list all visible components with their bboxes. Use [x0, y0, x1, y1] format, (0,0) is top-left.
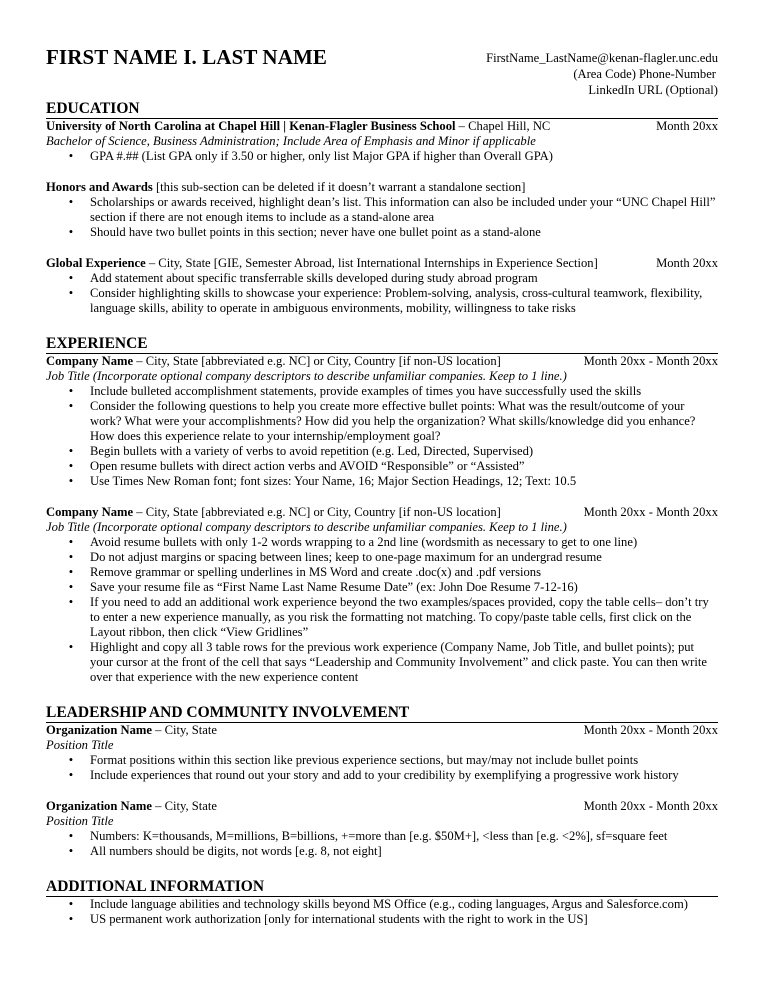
list-item — [68, 595, 718, 640]
org-date: Month 20xx - Month 20xx — [583, 723, 718, 737]
global-experience-row — [46, 256, 718, 271]
bullet-text: Use Times New Roman font; font sizes: Your Name, 16; Major Section Headings, 12; Text: 10.5 — [90, 474, 577, 488]
email: FirstName_LastName@kenan-flagler.unc.edu — [486, 51, 718, 65]
list-item — [68, 399, 718, 444]
job-bullets — [46, 384, 718, 489]
bullet-icon: • — [68, 225, 74, 239]
list-item — [68, 580, 718, 595]
job-line — [46, 354, 501, 369]
school-location: – Chapel Hill, NC — [455, 119, 551, 133]
org-line — [46, 799, 217, 814]
education-school-row — [46, 119, 718, 134]
global-bullets — [46, 271, 718, 316]
bullet-text: Begin bullets with a variety of verbs to avoid repetition (e.g. Led, Directed, Supervised) — [90, 444, 534, 458]
org-bullets — [46, 753, 718, 783]
bullet-text: Include bulleted accomplishment statements, provide examples of times you have successfully used the skills — [90, 384, 642, 398]
bullet-icon: • — [68, 753, 74, 767]
global-date: Month 20xx — [656, 256, 718, 270]
bullet-icon: • — [68, 459, 74, 473]
bullet-icon: • — [68, 535, 74, 549]
list-item — [68, 149, 718, 164]
bullet-text: Include language abilities and technology skills beyond MS Office (e.g., coding languages, Argus and Salesforce.com) — [90, 897, 688, 911]
bullet-text: Numbers: K=thousands, M=millions, B=billions, +=more than [e.g. $50M+], <less than [e.g. <2%], sf=square feet — [90, 829, 668, 843]
bullet-text: Open resume bullets with direct action verbs and AVOID “Responsible” or “Assisted” — [90, 459, 525, 473]
list-item — [68, 829, 718, 844]
list-item — [68, 897, 718, 912]
school-line — [46, 119, 550, 134]
bullet-icon: • — [68, 640, 74, 654]
bullet-icon: • — [68, 474, 74, 488]
additional-heading: ADDITIONAL INFORMATION — [46, 878, 718, 897]
bullet-icon: • — [68, 768, 74, 782]
list-item — [68, 195, 718, 225]
contact-block — [486, 50, 718, 98]
position-title: Position Title — [46, 814, 114, 828]
bullet-text: Save your resume file as “First Name Last Name Resume Date” (ex: John Doe Resume 7-12-16) — [90, 580, 578, 594]
list-item — [68, 912, 718, 927]
global-note: – City, State [GIE, Semester Abroad, list International Internships in Experience Section] — [145, 256, 598, 270]
org-line — [46, 723, 217, 738]
bullet-icon: • — [68, 595, 74, 609]
list-item — [68, 535, 718, 550]
position-title: Position Title — [46, 738, 114, 752]
bullet-icon: • — [68, 565, 74, 579]
education-heading: EDUCATION — [46, 100, 718, 119]
list-item — [68, 640, 718, 685]
bullet-icon: • — [68, 897, 74, 911]
phone: (Area Code) Phone-Number — [573, 67, 716, 81]
list-item — [68, 753, 718, 768]
honors-bullets — [46, 195, 718, 240]
company-name: Company Name — [46, 505, 134, 519]
resume-header — [46, 44, 718, 100]
bullet-text: GPA #.## (List GPA only if 3.50 or higher, only list Major GPA if higher than Overall GPA) — [90, 149, 553, 163]
bullet-icon: • — [68, 912, 74, 926]
org-name: Organization Name — [46, 723, 152, 737]
education-bullets — [46, 149, 718, 164]
bullet-icon: • — [68, 271, 74, 285]
bullet-icon: • — [68, 399, 74, 413]
bullet-text: All numbers should be digits, not words [e.g. 8, not eight] — [90, 844, 382, 858]
bullet-icon: • — [68, 550, 74, 564]
honors-line — [46, 180, 718, 195]
global-line — [46, 256, 598, 271]
bullet-icon: • — [68, 286, 74, 300]
bullet-icon: • — [68, 195, 74, 209]
school-name: University of North Carolina at Chapel Hill | Kenan-Flagler Business School — [46, 119, 456, 133]
bullet-text: Consider highlighting skills to showcase your experience: Problem-solving, analysis, cross-cultural teamwork, flexibility, language skills, ability to operate in ambiguous environments, mobility, willingness to take risks — [90, 286, 703, 315]
list-item — [68, 565, 718, 580]
bullet-text: Consider the following questions to help you create more effective bullet points: What was the result/outcome of your work? What were your accomplishments? How did you help the organization? What skills/knowledge did you enhance? How does this experience relate to your internship/employment goal? — [90, 399, 696, 443]
bullet-text: Do not adjust margins or spacing between lines; keep to one-page maximum for an undergrad resume — [90, 550, 602, 564]
honors-note: [this sub-section can be deleted if it doesn’t warrant a standalone section] — [152, 180, 526, 194]
bullet-icon: • — [68, 844, 74, 858]
bullet-text: Should have two bullet points in this section; never have one bullet point as a stand-alone — [90, 225, 541, 239]
education-date: Month 20xx — [656, 119, 718, 133]
bullet-text: Format positions within this section like previous experience sections, but may/may not include bullet points — [90, 753, 639, 767]
leadership-heading: LEADERSHIP AND COMMUNITY INVOLVEMENT — [46, 704, 718, 723]
org-header-row — [46, 799, 718, 814]
degree-line: Bachelor of Science, Business Administration; Include Area of Emphasis and Minor if applicable — [46, 134, 536, 148]
list-item — [68, 225, 718, 240]
list-item — [68, 474, 718, 489]
bullet-text: Remove grammar or spelling underlines in MS Word and create .doc(x) and .pdf versions — [90, 565, 541, 579]
org-location: – City, State — [151, 799, 217, 813]
list-item — [68, 768, 718, 783]
org-location: – City, State — [151, 723, 217, 737]
list-item — [68, 271, 718, 286]
bullet-icon: • — [68, 580, 74, 594]
job-date: Month 20xx - Month 20xx — [583, 354, 718, 368]
linkedin-url: LinkedIn URL (Optional) — [588, 83, 718, 97]
additional-bullets — [46, 897, 718, 927]
list-item — [68, 550, 718, 565]
bullet-icon: • — [68, 149, 74, 163]
job-line — [46, 505, 501, 520]
org-date: Month 20xx - Month 20xx — [583, 799, 718, 813]
experience-heading: EXPERIENCE — [46, 335, 718, 354]
bullet-icon: • — [68, 384, 74, 398]
bullet-text: Avoid resume bullets with only 1-2 words wrapping to a 2nd line (wordsmith as necessary to get to one line) — [90, 535, 638, 549]
job-date: Month 20xx - Month 20xx — [583, 505, 718, 519]
job-bullets — [46, 535, 718, 685]
company-location: – City, State [abbreviated e.g. NC] or City, Country [if non-US location] — [133, 354, 501, 368]
resume-page — [46, 44, 718, 927]
bullet-text: If you need to add an additional work experience beyond the two examples/spaces provided, copy the table cells– don’t try to enter a new experience manually, as you risk the formatting not matching. To copy/paste table cells, first click on the Layout ribbon, then click “View Gridlines” — [90, 595, 709, 639]
org-header-row — [46, 723, 718, 738]
bullet-text: Add statement about specific transferrable skills developed during study abroad program — [90, 271, 538, 285]
list-item — [68, 844, 718, 859]
list-item — [68, 444, 718, 459]
company-location: – City, State [abbreviated e.g. NC] or City, Country [if non-US location] — [133, 505, 501, 519]
list-item — [68, 286, 718, 316]
job-title: Job Title (Incorporate optional company descriptors to describe unfamiliar companies. Keep to 1 line.) — [46, 369, 567, 383]
job-header-row — [46, 354, 718, 369]
bullet-text: Include experiences that round out your story and add to your credibility by exemplifying a progressive work history — [90, 768, 679, 782]
company-name: Company Name — [46, 354, 134, 368]
bullet-text: Scholarships or awards received, highlight dean’s list. This information can also be included under your “UNC Chapel Hill” section if there are not enough items to include as a stand-alone area — [90, 195, 716, 224]
list-item — [68, 384, 718, 399]
org-bullets — [46, 829, 718, 859]
bullet-icon: • — [68, 444, 74, 458]
org-name: Organization Name — [46, 799, 152, 813]
job-header-row — [46, 505, 718, 520]
honors-label: Honors and Awards — [46, 180, 153, 194]
list-item — [68, 459, 718, 474]
bullet-text: Highlight and copy all 3 table rows for the previous work experience (Company Name, Job Title, and bullet points); put your cursor at the front of the cell that says “Leadership and Community Involvement” and click paste. You can then write over that experience with the new experience content — [90, 640, 707, 684]
candidate-name: FIRST NAME I. LAST NAME — [46, 45, 327, 69]
global-label: Global Experience — [46, 256, 146, 270]
job-title: Job Title (Incorporate optional company descriptors to describe unfamiliar companies. Keep to 1 line.) — [46, 520, 567, 534]
bullet-text: US permanent work authorization [only for international students with the right to work in the US] — [90, 912, 588, 926]
bullet-icon: • — [68, 829, 74, 843]
